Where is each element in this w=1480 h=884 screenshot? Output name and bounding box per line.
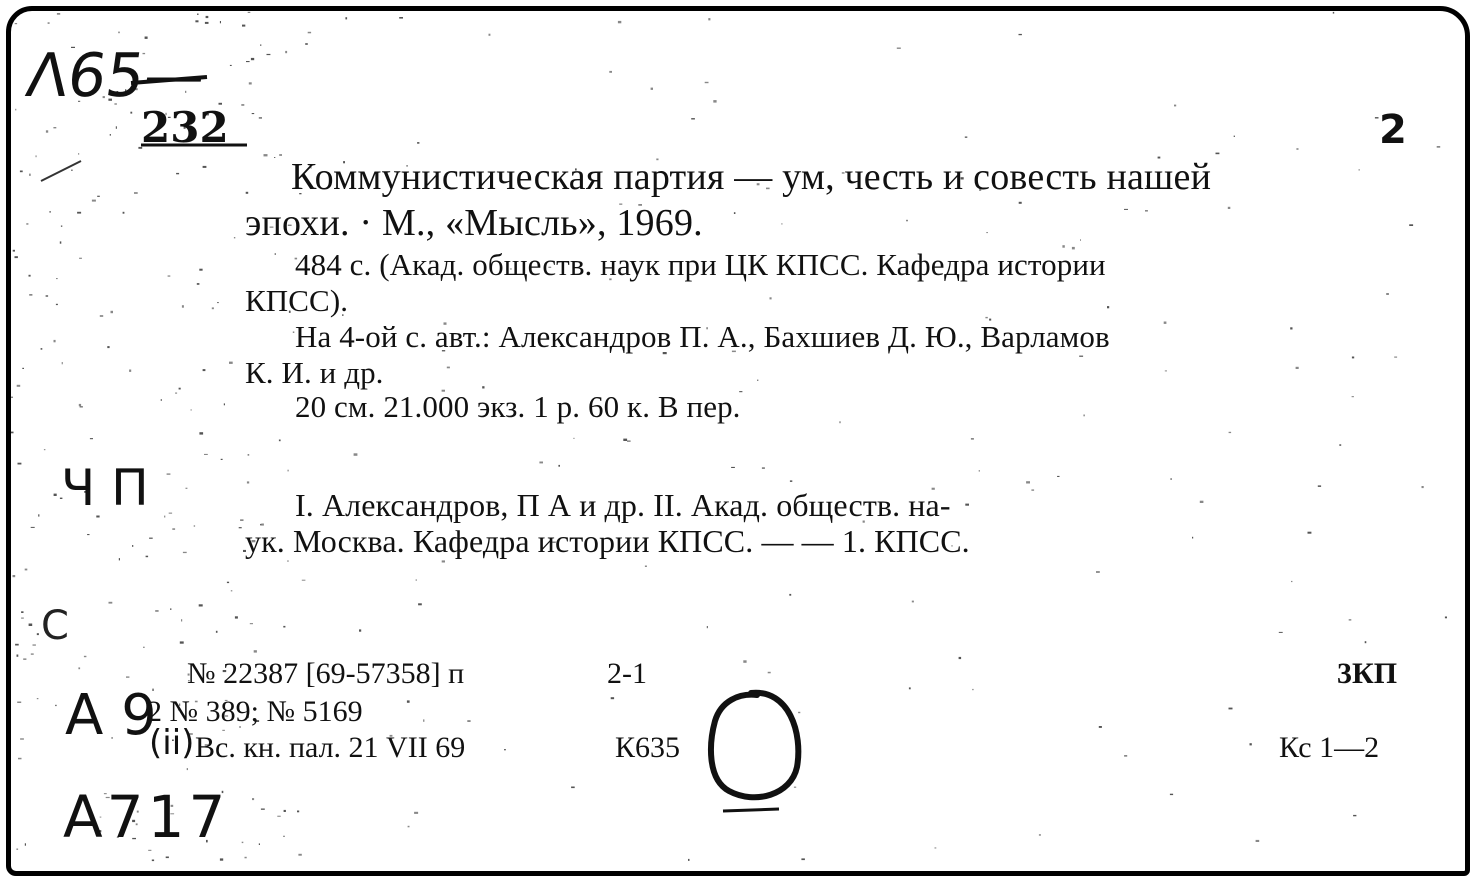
footer-k635: К635 <box>615 731 681 764</box>
paper-speck <box>25 569 28 571</box>
paper-speck <box>187 768 188 770</box>
paper-speck <box>254 650 257 652</box>
paper-speck <box>558 465 560 467</box>
paper-speck <box>250 623 253 624</box>
paper-speck <box>123 212 125 214</box>
paper-speck <box>1279 632 1283 633</box>
paper-speck <box>284 810 286 812</box>
paper-speck <box>44 449 46 450</box>
paper-speck <box>762 467 765 469</box>
paper-speck <box>1057 476 1059 477</box>
paper-speck <box>166 857 169 859</box>
paper-speck <box>79 258 82 259</box>
paper-speck <box>790 480 792 482</box>
paper-speck <box>54 494 57 496</box>
paper-speck <box>61 226 62 227</box>
paper-speck <box>1333 12 1334 14</box>
paper-speck <box>191 409 192 410</box>
paper-speck <box>407 700 410 702</box>
title-line-2: эпохи. · М., «Мысль», 1969. <box>245 202 703 244</box>
paper-speck <box>87 534 89 535</box>
paper-speck <box>152 860 154 862</box>
paper-speck <box>645 566 647 568</box>
paper-speck <box>965 137 968 138</box>
paper-speck <box>54 340 56 342</box>
paper-speck <box>172 529 175 530</box>
paper-speck <box>149 538 153 539</box>
footer-accession-number: № 22387 [69-57358] п <box>187 657 465 690</box>
paper-speck <box>1096 571 1100 573</box>
paper-speck <box>770 297 772 299</box>
paper-speck <box>229 362 233 364</box>
paper-speck <box>399 17 403 19</box>
paper-speck <box>1026 481 1030 483</box>
paper-speck <box>41 348 43 350</box>
paper-speck <box>611 697 614 699</box>
paper-speck <box>46 295 49 297</box>
paper-speck <box>231 590 233 591</box>
paper-speck <box>442 560 445 562</box>
handwritten-mark-left: С <box>41 603 69 649</box>
paper-speck <box>609 71 612 73</box>
paper-speck <box>1437 146 1441 147</box>
paper-speck <box>29 275 31 277</box>
paper-speck <box>56 278 57 279</box>
paper-speck <box>897 48 901 49</box>
paper-speck <box>100 315 103 316</box>
paper-speck <box>768 672 771 674</box>
paper-speck <box>731 467 735 468</box>
paper-speck <box>1229 432 1232 433</box>
paper-speck <box>1349 619 1352 620</box>
paper-speck <box>221 459 223 460</box>
paper-speck <box>971 438 974 440</box>
paper-speck <box>197 283 200 285</box>
paper-speck <box>651 88 653 90</box>
paper-speck <box>22 368 24 369</box>
paper-speck <box>224 403 225 405</box>
paper-speck <box>734 212 736 214</box>
paper-speck <box>77 212 81 214</box>
paper-speck <box>29 294 32 296</box>
paper-speck <box>31 653 34 654</box>
paper-speck <box>183 552 187 553</box>
paper-speck <box>1099 726 1102 728</box>
paper-speck <box>801 858 805 860</box>
paper-speck <box>37 633 39 635</box>
paper-speck <box>781 223 782 224</box>
paper-speck <box>1079 356 1083 357</box>
paper-speck <box>25 843 26 845</box>
paper-speck <box>37 698 39 699</box>
handwritten-call-number-top: Λ65— <box>22 41 210 111</box>
paper-speck <box>17 655 19 657</box>
paper-speck <box>245 857 247 859</box>
paper-speck <box>17 702 21 704</box>
paper-speck <box>1124 755 1127 757</box>
paper-speck <box>839 421 840 423</box>
paper-speck <box>20 738 24 739</box>
paper-speck <box>1352 396 1354 397</box>
paper-speck <box>504 749 506 750</box>
paper-speck <box>11 432 14 434</box>
paper-speck <box>240 519 243 521</box>
paper-speck <box>288 470 289 472</box>
paper-speck <box>1339 444 1341 446</box>
paper-speck <box>1019 34 1022 35</box>
paper-speck <box>90 438 93 439</box>
paper-speck <box>1318 485 1321 487</box>
paper-speck <box>143 647 145 648</box>
paper-speck <box>1165 370 1167 371</box>
paper-speck <box>1019 202 1022 204</box>
paper-speck <box>247 481 249 483</box>
paper-speck <box>283 836 284 837</box>
paper-speck <box>15 256 18 258</box>
paper-speck <box>220 858 223 860</box>
handwritten-underline-marks <box>11 11 311 211</box>
paper-speck <box>38 514 39 516</box>
paper-speck <box>909 687 911 689</box>
paper-speck <box>1170 794 1173 795</box>
paper-speck <box>1170 478 1172 480</box>
paper-speck <box>571 787 575 789</box>
paper-speck <box>119 558 120 560</box>
paper-speck <box>705 82 709 83</box>
paper-speck <box>126 676 129 677</box>
paper-speck <box>261 809 265 810</box>
paper-speck <box>107 346 109 348</box>
paper-speck <box>199 269 202 271</box>
paper-speck <box>212 307 214 309</box>
paper-speck <box>1084 415 1085 417</box>
paper-speck <box>1394 357 1397 358</box>
paper-speck <box>298 854 301 856</box>
paper-speck <box>691 118 695 119</box>
paper-speck <box>423 719 424 721</box>
paper-speck <box>447 367 450 369</box>
paper-speck <box>489 34 491 36</box>
paper-speck <box>1359 169 1360 171</box>
paper-speck <box>986 232 988 233</box>
paper-speck <box>111 311 114 313</box>
paper-speck <box>199 604 203 606</box>
physical-description-line: 20 см. 21.000 экз. 1 р. 60 к. В пер. <box>295 389 741 424</box>
handwritten-code-chp: Ч П <box>61 459 149 517</box>
paper-speck <box>1353 815 1356 816</box>
paper-speck <box>161 399 162 401</box>
footer-number-line: 2 № 389; № 5169 <box>147 695 363 728</box>
handdrawn-circle-mark <box>699 683 809 813</box>
paper-speck <box>345 17 347 19</box>
paper-speck <box>627 440 631 442</box>
paper-speck <box>417 142 419 144</box>
paper-speck <box>179 388 181 390</box>
paper-speck <box>539 462 543 464</box>
paper-speck <box>13 250 15 252</box>
paper-speck <box>11 397 13 398</box>
paper-speck <box>164 516 165 518</box>
paper-speck <box>1107 306 1109 308</box>
paper-speck <box>414 812 418 814</box>
paper-speck <box>56 304 58 305</box>
paper-speck <box>1234 136 1235 137</box>
paper-speck <box>18 758 22 760</box>
paper-speck <box>906 220 907 222</box>
paper-speck <box>1409 224 1413 226</box>
paper-speck <box>227 582 229 583</box>
paper-speck <box>1290 327 1292 329</box>
paper-speck <box>1256 840 1260 842</box>
paper-speck <box>972 689 973 690</box>
paper-speck <box>216 631 218 633</box>
paper-speck <box>1296 367 1299 369</box>
footer-code-2-1: 2-1 <box>607 657 647 690</box>
paper-speck <box>1228 207 1231 209</box>
paper-speck <box>1229 708 1233 710</box>
paper-speck <box>1031 489 1034 490</box>
paper-speck <box>297 811 299 813</box>
paper-speck <box>132 545 133 547</box>
paper-speck <box>31 527 35 528</box>
handwritten-code-a9: А 9 <box>65 683 157 748</box>
handwritten-code-a717: А717 <box>63 783 230 851</box>
catalog-card <box>6 6 1470 876</box>
paper-speck <box>708 18 710 20</box>
paper-speck <box>789 594 791 596</box>
authors-line-1: На 4-ой с. авт.: Александров П. А., Бахшиев Д. Ю., Варламов <box>295 319 1110 354</box>
paper-speck <box>1375 117 1379 118</box>
paper-speck <box>21 618 24 619</box>
tracing-line-2: ук. Москва. Кафедра истории КПСС. — — 1. КПСС. <box>245 523 970 559</box>
paper-speck <box>618 21 621 23</box>
paper-speck <box>23 658 26 660</box>
paper-speck <box>252 798 254 800</box>
paper-speck <box>713 100 716 103</box>
paper-speck <box>194 525 195 526</box>
paper-speck <box>168 275 171 276</box>
paper-speck <box>965 504 969 506</box>
paper-speck <box>13 575 16 577</box>
paper-speck <box>1080 239 1081 241</box>
paper-speck <box>935 847 937 848</box>
paper-speck <box>354 453 358 456</box>
paper-speck <box>155 610 158 612</box>
paper-speck <box>912 601 914 603</box>
paper-speck <box>1386 293 1389 295</box>
paper-speck <box>203 369 206 371</box>
paper-speck <box>129 370 131 372</box>
paper-speck <box>199 432 203 434</box>
paper-speck <box>29 624 33 627</box>
paper-speck <box>17 385 21 387</box>
paper-speck <box>259 843 260 845</box>
paper-speck <box>21 611 23 613</box>
paper-speck <box>1164 322 1167 324</box>
paper-speck <box>1124 209 1128 210</box>
paper-speck <box>217 302 219 303</box>
paper-speck <box>573 438 574 439</box>
paper-speck <box>1365 641 1367 643</box>
paper-speck <box>416 579 417 580</box>
paper-speck <box>175 393 177 394</box>
paper-speck <box>359 629 361 631</box>
paper-speck <box>146 556 149 558</box>
paper-speck <box>302 580 306 581</box>
paper-speck <box>275 253 276 255</box>
paper-speck <box>279 440 281 442</box>
paper-speck <box>62 362 63 364</box>
paper-speck <box>234 237 235 238</box>
paper-speck <box>1352 357 1354 359</box>
paper-speck <box>50 211 51 213</box>
tracing-line-1: I. Александров, П А и др. II. Акад. обществ. на- <box>295 487 951 523</box>
paper-speck <box>959 657 962 659</box>
paper-speck <box>1250 743 1252 745</box>
paper-speck <box>1174 105 1176 107</box>
paper-speck <box>283 626 285 628</box>
paper-speck <box>80 406 83 407</box>
paper-speck <box>167 473 171 474</box>
paper-speck <box>60 241 62 243</box>
extent-line-2: КПСС). <box>245 283 349 318</box>
handwritten-call-number-bottom: 232 <box>141 103 229 152</box>
paper-speck <box>467 720 470 721</box>
paper-speck <box>248 454 250 455</box>
paper-speck <box>204 454 208 455</box>
paper-speck <box>84 656 87 657</box>
paper-speck <box>1308 532 1312 534</box>
paper-speck <box>79 404 81 406</box>
paper-speck <box>182 305 184 308</box>
paper-speck <box>170 608 171 610</box>
paper-speck <box>1200 501 1204 503</box>
paper-speck <box>1445 617 1447 619</box>
title-line-1: Коммунистическая партия — ум, честь и совесть нашей <box>291 156 1212 198</box>
paper-speck <box>287 560 289 561</box>
authors-line-2: К. И. и др. <box>245 355 384 390</box>
paper-speck <box>1192 537 1193 539</box>
paper-speck <box>15 644 19 646</box>
paper-speck <box>26 223 28 225</box>
paper-speck <box>707 626 708 628</box>
paper-speck <box>235 616 238 618</box>
paper-speck <box>181 619 182 621</box>
paper-speck <box>169 513 172 514</box>
footer-ks: Кс 1—2 <box>1279 731 1380 764</box>
paper-speck <box>16 849 18 850</box>
paper-speck <box>33 644 36 645</box>
paper-speck <box>1216 153 1220 155</box>
paper-speck <box>242 842 244 843</box>
card-number: 2 <box>1379 107 1407 153</box>
paper-speck <box>277 816 280 817</box>
paper-speck <box>623 439 627 441</box>
paper-speck <box>743 660 746 663</box>
footer-book-chamber: Вс. кн. пал. 21 VII 69 <box>195 731 466 764</box>
handwritten-code-a9-paren: (ii) <box>149 723 195 763</box>
extent-line-1: 484 с. (Акад. обществ. наук при ЦК КПСС. Кафедра истории <box>295 247 1106 282</box>
paper-speck <box>55 705 56 706</box>
paper-speck <box>1422 486 1424 488</box>
paper-speck <box>1291 581 1292 582</box>
paper-speck <box>78 667 80 669</box>
footer-3kp: 3КП <box>1337 657 1398 690</box>
paper-speck <box>688 859 690 861</box>
paper-speck <box>18 463 22 465</box>
paper-speck <box>408 826 410 828</box>
paper-speck <box>1039 834 1041 836</box>
paper-speck <box>186 488 188 489</box>
paper-speck <box>1145 210 1148 211</box>
paper-speck <box>239 527 242 528</box>
paper-speck <box>109 602 113 604</box>
paper-speck <box>418 603 422 605</box>
paper-speck <box>757 380 758 381</box>
paper-speck <box>979 470 980 472</box>
paper-speck <box>180 641 184 643</box>
paper-speck <box>1296 148 1298 150</box>
